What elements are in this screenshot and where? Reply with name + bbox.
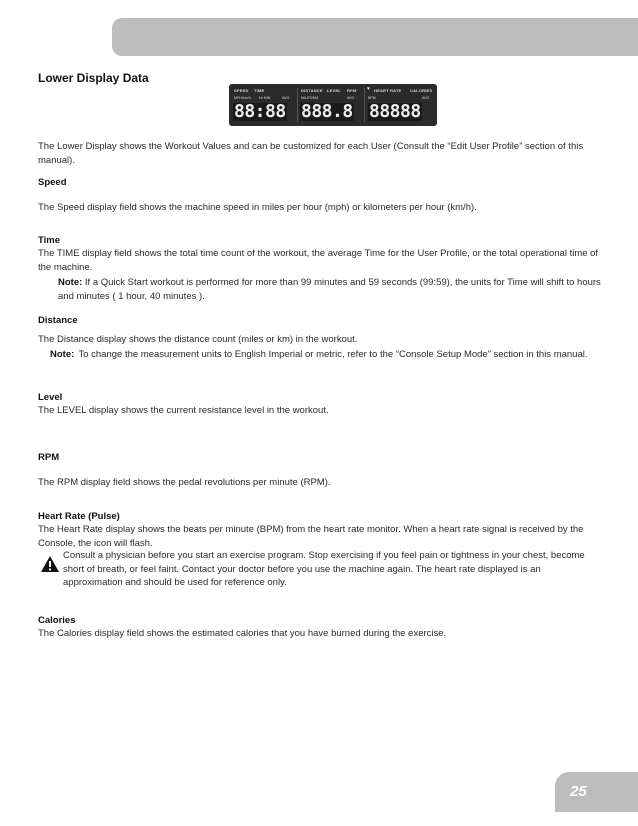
page-number: 25 <box>570 783 587 800</box>
footer-bar <box>555 772 638 812</box>
speed-paragraph: The Speed display field shows the machine speed in miles per hour (mph) or kilometers per hour (km/h). <box>38 202 477 213</box>
lcd-divider <box>297 88 298 122</box>
note-text: If a Quick Start workout is performed for more than 99 minutes and 59 seconds (99:59), the units for Time will shift to hours and minutes ( 1 hour, 40 minutes ). <box>58 277 601 302</box>
lcd-label-heart-rate: HEART RATE <box>374 88 402 93</box>
lcd-sub-miles: MILES/KM <box>301 96 319 100</box>
lcd-label-time: TIME <box>254 88 265 93</box>
heart-rate-paragraph: The Heart Rate display shows the beats per minute (BPM) from the heart rate monitor. When a heart rate signal is received by the Console, the icon will flash. <box>38 524 584 549</box>
lcd-label-speed: SPEED <box>234 88 249 93</box>
time-heading: Time <box>38 235 61 246</box>
lcd-sub-avg: AVG <box>282 96 290 100</box>
note-label: Note: <box>50 349 75 360</box>
speed-heading: Speed <box>38 177 67 188</box>
note-text: To change the measurement units to English Imperial or metric, refer to the “Console Setup Mode” section in this manual. <box>78 349 588 360</box>
warning-icon <box>40 555 60 573</box>
distance-paragraph: The Distance display shows the distance count (miles or km) in the workout. <box>38 334 358 345</box>
heart-rate-heading: Heart Rate (Pulse) <box>38 511 120 522</box>
rpm-heading: RPM <box>38 452 60 463</box>
section-title: Lower Display Data <box>38 71 149 85</box>
lcd-divider <box>364 88 365 122</box>
lower-display-illustration <box>229 84 437 126</box>
distance-heading: Distance <box>38 315 78 326</box>
lcd-digits-heart-rate: 88888 <box>369 101 421 122</box>
lcd-digits-distance: 888.8 <box>301 101 353 122</box>
lcd-sub-avg: AVG <box>347 96 355 100</box>
lcd-sub-avg: AVG <box>422 96 430 100</box>
calories-paragraph: The Calories display field shows the estimated calories that you have burned during the exercise. <box>38 628 447 639</box>
heart-rate-warning: Consult a physician before you start an exercise program. Stop exercising if you feel pain or tightness in your chest, become short of breath, or feel faint. Contact your doctor before you use the machine again. The heart rate displayed is an approximation and should be used for reference only. <box>63 550 585 588</box>
level-paragraph: The LEVEL display shows the current resistance level in the workout. <box>38 405 329 416</box>
time-note <box>58 276 603 303</box>
heart-icon: ♥ <box>367 86 370 92</box>
calories-heading: Calories <box>38 615 76 626</box>
lcd-label-distance: DISTANCE <box>301 88 323 93</box>
note-label: Note: <box>58 277 83 288</box>
lcd-sub-hrmin: Hr MIN <box>259 96 271 100</box>
rpm-paragraph: The RPM display field shows the pedal revolutions per minute (RPM). <box>38 477 331 488</box>
lcd-label-rpm: RPM <box>347 88 357 93</box>
header-bar <box>112 18 638 56</box>
time-paragraph: The TIME display field shows the total time count of the workout, the average Time for the User Profile, or the total operational time of the machine. <box>38 248 599 273</box>
lcd-sub-mph: MPH/km/h <box>234 96 251 100</box>
lcd-label-calories: CALORIES <box>410 88 433 93</box>
lcd-digits-speed-time: 88:88 <box>234 101 286 122</box>
intro-paragraph: The Lower Display shows the Workout Values and can be customized for each User (Consult the “Edit User Profile” section of this manual). <box>38 141 584 166</box>
distance-note <box>50 348 595 362</box>
lcd-label-level: LEVEL <box>327 88 341 93</box>
lcd-sub-bpm: BPM <box>368 96 376 100</box>
level-heading: Level <box>38 392 63 403</box>
